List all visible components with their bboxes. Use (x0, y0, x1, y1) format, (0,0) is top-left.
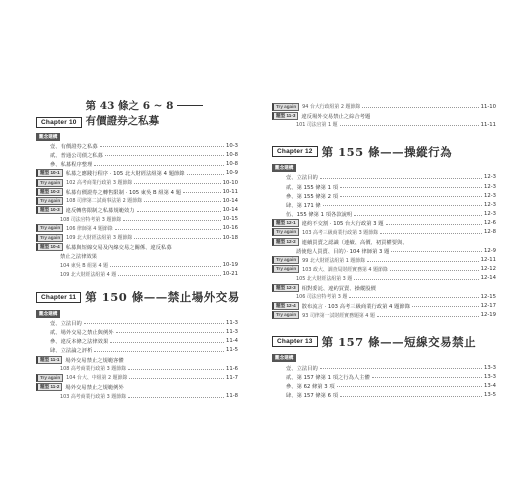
chapter-12-entries (272, 164, 496, 320)
entry-text: 散布流言 · 103 高考三級商業行政第 4 題節錄 (301, 303, 411, 310)
page-number: 13-4 (483, 382, 496, 389)
entry-text: 禁止之法律效果 (60, 254, 98, 261)
try-again-badge: Try again (36, 197, 63, 205)
page-number: 10-11 (222, 188, 238, 195)
try-again-badge: Try again (272, 311, 299, 319)
entry-text: 109 北大財經法組第 4 題 (60, 271, 117, 278)
leader-dots (340, 396, 482, 397)
leader-dots (137, 211, 221, 212)
question-type-badge: 題型 12-1 (272, 219, 299, 227)
page-number: 13-3 (483, 373, 496, 380)
page-number: 12-17 (480, 302, 496, 309)
page-number: 12-9 (483, 247, 496, 254)
entry-text: 參、違反本條之法律效果 (50, 339, 109, 346)
chapter-label: Chapter 12 (272, 146, 318, 157)
toc-entry (272, 255, 496, 264)
toc-entry (272, 237, 496, 246)
concept-badge: 觀念建構 (36, 310, 60, 318)
toc-entry (36, 383, 238, 392)
toc-entry (36, 206, 238, 215)
leader-dots (94, 165, 224, 166)
page-number: 12-11 (480, 257, 496, 264)
toc-entry (36, 346, 238, 355)
toc-entry (272, 246, 496, 255)
leader-dots (391, 251, 482, 252)
entry-text: 貳、第 155 條第 1 項 (286, 184, 338, 191)
leader-dots (116, 332, 224, 333)
leader-dots (183, 192, 221, 193)
try-again-badge: Try again (36, 224, 63, 232)
concept-badge: 觀念建構 (272, 354, 296, 362)
entry-text: 108 高考商業行政第 3 題節錄 (60, 366, 127, 373)
leader-dots (386, 224, 482, 225)
toc-entry (36, 187, 238, 196)
entry-text: 106 司法官特考第 3 題 (296, 294, 348, 301)
entry-text: 違反轉售限制之私募規範效力 (65, 208, 135, 215)
toc-entry (272, 210, 496, 219)
toc-entry (272, 292, 496, 301)
question-type-badge: 題型 11-2 (36, 383, 62, 391)
page-number: 13-3 (483, 364, 496, 371)
toc-entry (272, 182, 496, 191)
page-number: 10-15 (222, 216, 238, 223)
leader-dots (354, 279, 478, 280)
toc-entry (272, 274, 496, 283)
leader-dots (118, 275, 220, 276)
try-again-badge: Try again (272, 265, 299, 273)
toc-entry (36, 132, 238, 141)
leader-dots (380, 233, 482, 234)
chapter-title-line2: 有價證券之私募 (85, 115, 160, 127)
entry-text: 106 律師第 4 題節錄 (66, 225, 113, 232)
toc-entry (36, 224, 238, 233)
question-type-badge: 題型 10-2 (36, 188, 63, 196)
leader-dots (128, 397, 224, 398)
entry-text: 93 司律第一試財經實務題第 4 題 (302, 312, 375, 319)
leader-dots (354, 215, 482, 216)
entry-text: 參、第 62 條第 3 項 (286, 383, 335, 390)
toc-entry (36, 373, 238, 382)
toc-entry (36, 337, 238, 346)
question-type-badge: 題型 10-4 (36, 243, 63, 251)
entry-text: 肆、第 157 條第 6 項 (286, 393, 338, 400)
leader-dots (349, 297, 478, 298)
page-number: 12-8 (483, 229, 496, 236)
toc-entry (272, 219, 496, 228)
leader-dots (320, 178, 482, 179)
page-number: 10-18 (222, 234, 238, 241)
chapter-10-heading (36, 98, 238, 128)
chapter-title: 第 155 條——操縱行為 (321, 144, 453, 159)
leader-dots (412, 306, 479, 307)
entry-text: 肆、立法論之評析 (50, 348, 93, 355)
try-again-badge: Try again (272, 228, 299, 236)
toc-entry (272, 191, 496, 200)
page-number: 10-14 (222, 207, 238, 214)
leader-dots (94, 351, 224, 352)
try-again-badge: Try again (272, 103, 299, 111)
try-again-badge: Try again (36, 179, 63, 187)
toc-entry (272, 354, 496, 363)
toc-entry (272, 381, 496, 390)
chapter-title-line1: 第 43 條之 6 ~ 8 (85, 100, 174, 112)
question-type-badge: 題型 10-1 (36, 169, 63, 177)
page-number: 10-3 (225, 142, 238, 149)
toc-entry (272, 111, 496, 120)
entry-text: 參、第 155 條第 2 項 (286, 193, 338, 200)
try-again-badge: Try again (36, 234, 63, 242)
question-type-badge: 題型 11-1 (36, 356, 62, 364)
leader-dots (134, 183, 220, 184)
page-number: 11-3 (225, 328, 238, 335)
toc-entry (36, 150, 238, 159)
question-type-badge: 題型 10-3 (36, 206, 63, 214)
leader-dots (340, 125, 479, 126)
entry-text: 場外交易禁止之規範客體 (65, 357, 124, 364)
leader-dots (84, 323, 224, 324)
entry-text: 104 台大、中組第 2 題節錄 (66, 375, 128, 382)
entry-text: 連續買賣之認識（連續、高價、初買權要與、 (301, 239, 408, 246)
entry-text: 貳、場外交易之禁止與例外 (50, 329, 114, 336)
toc-entry (272, 102, 496, 111)
continued-entries (272, 102, 496, 130)
page-number: 12-6 (483, 220, 496, 227)
page-number: 10-8 (225, 151, 238, 158)
entry-text: 貳、第 157 條第 1 項之行為人主體 (286, 374, 370, 381)
page-number: 12-19 (480, 312, 496, 319)
chapter-13-heading (272, 334, 496, 350)
page-number: 11-6 (225, 365, 238, 372)
leader-dots (367, 261, 479, 262)
leader-dots (144, 201, 221, 202)
page-number: 11-10 (480, 103, 496, 110)
page-number: 11-5 (225, 347, 238, 354)
entry-text: 伍、155 條第 1 項各款說明 (286, 212, 353, 219)
page-number: 13-5 (483, 392, 496, 399)
entry-text: 相對委託、違約買賣、操縱股價 (301, 285, 376, 292)
page-number: 12-3 (483, 201, 496, 208)
leader-dots (110, 342, 224, 343)
question-type-badge: 題型 12-4 (272, 302, 299, 310)
question-type-badge: 題型 12-3 (272, 284, 299, 292)
entry-text: 109 北大財經法組第 3 題節錄 (66, 235, 133, 242)
left-column (36, 98, 238, 401)
chapter-12-heading (272, 144, 496, 160)
entry-text: 102 高考商業行政第 3 題節錄 (66, 180, 133, 187)
try-again-badge: Try again (36, 374, 63, 382)
toc-entry (272, 283, 496, 292)
page-number: 11-11 (480, 121, 496, 128)
toc-entry (36, 160, 238, 169)
question-type-badge: 題型 12-2 (272, 238, 299, 246)
entry-text: 103 政大、調查局財經實務第 4 題節錄 (302, 266, 388, 273)
page-number: 12-12 (480, 266, 496, 273)
chapter-label: Chapter 11 (36, 292, 81, 303)
question-type-badge: 題型 11-3 (272, 112, 298, 120)
entry-text: 違約不交割 · 105 台大行政第 3 題 (301, 221, 384, 228)
leader-dots (377, 316, 479, 317)
toc-entry (36, 364, 238, 373)
chapter-10-entries (36, 132, 238, 279)
toc-entry (36, 233, 238, 242)
page-number: 10-16 (222, 225, 238, 232)
leader-dots (129, 378, 224, 379)
leader-dots (362, 107, 478, 108)
toc-entry (36, 215, 238, 224)
toc-entry (36, 242, 238, 251)
leader-dots (323, 205, 482, 206)
page-number: 10-9 (225, 170, 238, 177)
leader-dots (187, 174, 224, 175)
leader-dots (390, 270, 479, 271)
toc-entry (36, 327, 238, 336)
toc-entry (36, 309, 238, 318)
entry-text: 104 東吳 B 組第 4 題 (60, 262, 109, 269)
entry-text: 私募與短線交易及內線交易之關係、違反私募 (65, 244, 172, 251)
page-number: 12-3 (483, 174, 496, 181)
entry-text: 103 高考商業行政第 3 題節錄 (60, 393, 127, 400)
entry-text: 場外交易禁止之規範例外 (65, 385, 124, 392)
toc-entry (272, 363, 496, 372)
toc-entry (36, 178, 238, 187)
chapter-title: 第 150 條——禁止場外交易 (85, 290, 240, 304)
leader-dots (100, 146, 224, 147)
leader-dots (105, 155, 224, 156)
page-number: 11-7 (225, 374, 238, 381)
toc-entry (36, 169, 238, 178)
entry-text: 壹、立法目的 (286, 365, 318, 372)
entry-text: 94 台大行政組第 2 題節錄 (302, 104, 361, 111)
toc-entry (36, 141, 238, 150)
leader-dots (337, 386, 482, 387)
leader-dots (123, 220, 220, 221)
entry-text: 壹、有價證券之私募 (50, 143, 98, 150)
chapter-11-heading (36, 289, 238, 305)
chapter-11-entries (36, 309, 238, 401)
entry-text: 違反場外交易禁止之綜合考題 (301, 113, 371, 120)
toc-entry (36, 261, 238, 270)
leader-dots (110, 266, 221, 267)
page-number: 10-10 (222, 179, 238, 186)
toc-entry (36, 196, 238, 205)
toc-entry (272, 372, 496, 381)
toc-entry (272, 164, 496, 173)
toc-entry (272, 228, 496, 237)
entry-text: 肆、第 171 條 (286, 202, 321, 209)
leader-dots (134, 238, 220, 239)
page-number: 12-14 (480, 275, 496, 282)
page-number: 10-8 (225, 161, 238, 168)
entry-text: 私募之應踐行程序 · 105 北大財經法組第 4 題節錄 (65, 171, 185, 178)
entry-text: 貳、普通公司債之私募 (50, 152, 103, 159)
toc-entry (36, 318, 238, 327)
page-number: 11-3 (225, 319, 238, 326)
chapter-label: Chapter 10 (36, 117, 82, 128)
toc-entry (272, 120, 496, 129)
toc-entry (36, 355, 238, 364)
toc-entry (272, 311, 496, 320)
entry-text: 103 高考三級商業行政第 3 題節錄 (302, 229, 378, 236)
toc-entry (272, 301, 496, 310)
leader-dots (372, 377, 482, 378)
toc-entry (272, 391, 496, 400)
entry-text: 私募有價證券之轉售限制 · 105 東吳 B 組第 4 題 (65, 189, 182, 196)
leader-dots (340, 196, 482, 197)
entry-text: 108 司法官特考第 3 題節錄 (60, 216, 122, 223)
leader-dots (320, 368, 482, 369)
entry-text: 99 北大財經法組第 1 題節錄 (302, 257, 366, 264)
entry-text: 101 司法官第 1 題 (296, 122, 338, 129)
entry-text: 壹、立法目的 (50, 320, 82, 327)
entry-text: 誘使他人買賣、目的）· 104 律師第 3 題 (296, 248, 390, 255)
page-number: 12-15 (480, 293, 496, 300)
entry-text: 參、私募程序整理 (50, 162, 93, 169)
try-again-badge: Try again (272, 256, 299, 264)
page-number: 10-21 (222, 271, 238, 278)
leader-dots (115, 229, 221, 230)
page-number: 11-8 (225, 393, 238, 400)
toc-entry (36, 270, 238, 279)
right-column (272, 98, 496, 400)
leader-dots (128, 369, 224, 370)
leader-dots (340, 187, 482, 188)
page-number: 10-14 (222, 197, 238, 204)
page-number: 12-3 (483, 183, 496, 190)
entry-text: 105 北大財經法組第 3 題 (296, 275, 353, 282)
entry-text: 壹、立法目的 (286, 175, 318, 182)
chapter-title: 第 157 條——短線交易禁止 (321, 334, 477, 349)
page-number: 10-19 (222, 262, 238, 269)
page-number: 12-3 (483, 192, 496, 199)
concept-badge: 觀念建構 (272, 164, 296, 172)
page-number: 12-3 (483, 211, 496, 218)
toc-entry (272, 200, 496, 209)
chapter-13-entries (272, 354, 496, 400)
chapter-label: Chapter 13 (272, 336, 318, 347)
toc-entry (272, 173, 496, 182)
toc-entry (272, 265, 496, 274)
toc-entry (36, 392, 238, 401)
entry-text: 108 司律第二試商事法第 2 題節錄 (66, 198, 142, 205)
page-number: 11-4 (225, 338, 238, 345)
toc-entry (36, 251, 238, 260)
title-rule (177, 105, 203, 106)
concept-badge: 觀念建構 (36, 133, 60, 141)
